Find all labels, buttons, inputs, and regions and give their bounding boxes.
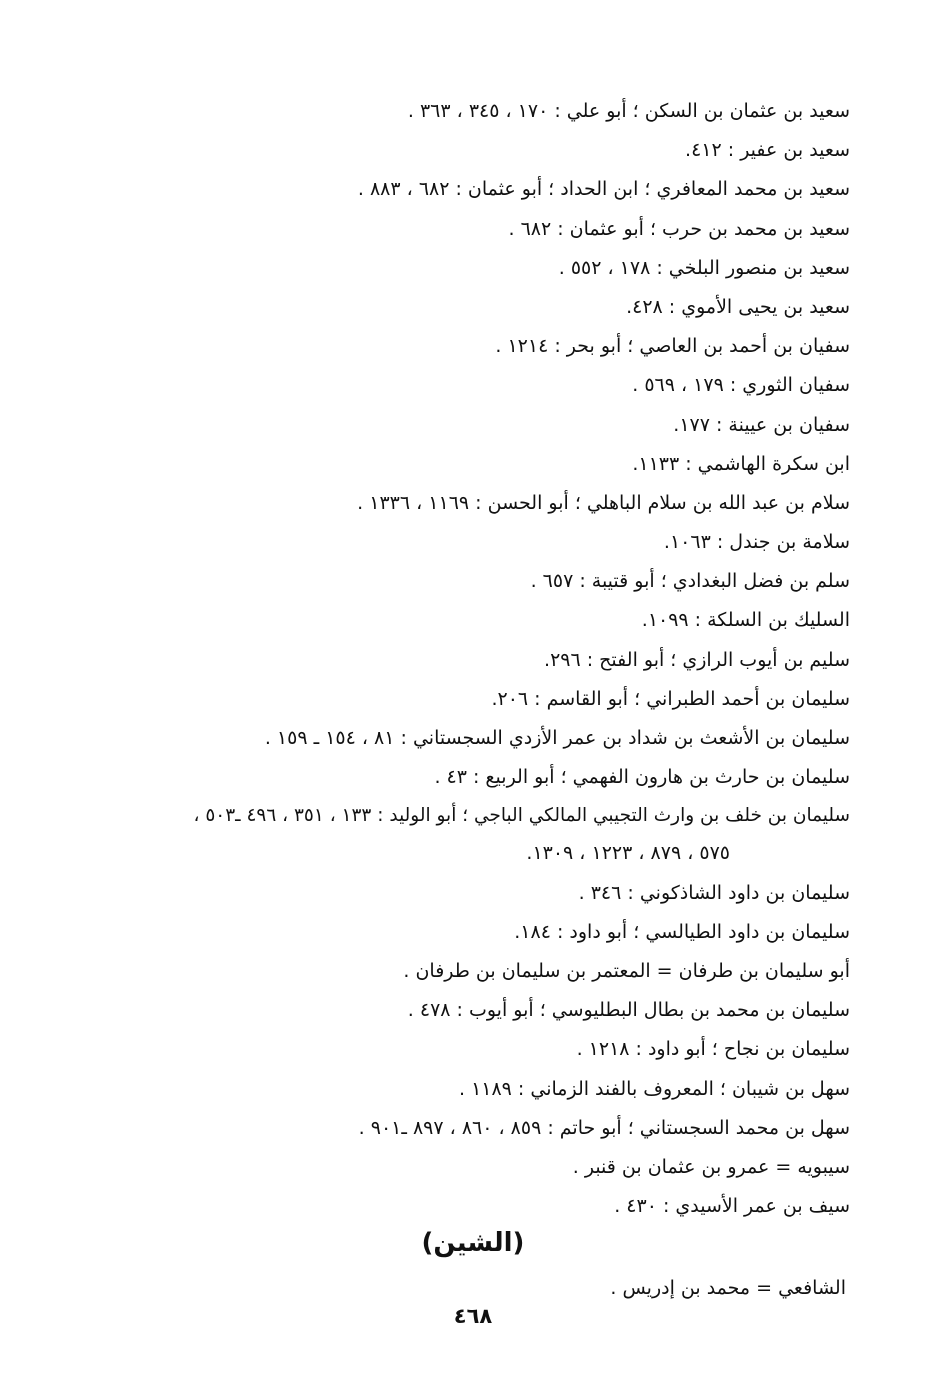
index-entry: سفيان بن عيينة : ١٧٧. xyxy=(673,413,850,436)
index-entry: سلم بن فضل البغدادي ؛ أبو قتيبة : ٦٥٧ . xyxy=(530,570,850,593)
index-entry: سهل بن محمد السجستاني ؛ أبو حاتم : ٨٥٩ ، ٨٦٠ ، ٨٩٧ ـ٩٠١ . xyxy=(358,1116,850,1139)
index-entry: سعيد بن عثمان بن السكن ؛ أبو علي : ١٧٠ ، ٣٤٥ ، ٣٦٣ . xyxy=(407,100,850,122)
index-entry: سيبويه = عمرو بن عثمان بن قنبر . xyxy=(572,1155,850,1178)
index-entry: سليمان بن أحمد الطبراني ؛ أبو القاسم : ٢٠٦. xyxy=(491,687,850,710)
index-entry: ابن سكرة الهاشمي : ١١٣٣. xyxy=(632,452,850,475)
index-entry: سعيد بن منصور البلخي : ١٧٨ ، ٥٥٢ . xyxy=(558,256,850,279)
index-entry: سليم بن أيوب الرازي ؛ أبو الفتح : ٢٩٦. xyxy=(544,648,850,671)
index-entry: سعيد بن محمد المعافري ؛ ابن الحداد ؛ أبو عثمان : ٦٨٢ ، ٨٨٣ . xyxy=(357,178,850,201)
index-entry: سليمان بن خلف بن وارث التجيبي المالكي الباجي ؛ أبو الوليد : ١٣٣ ، ٣٥١ ، ٤٩٦ ـ٥٠٣ ، xyxy=(193,805,850,827)
page-number: ٤٦٨ xyxy=(453,1304,493,1328)
index-entry: سليمان بن محمد بن بطال البطليوسي ؛ أبو أيوب : ٤٧٨ . xyxy=(407,999,850,1022)
index-entries xyxy=(60,92,850,1226)
index-entry: سليمان بن داود الطيالسي ؛ أبو داود : ١٨٤. xyxy=(514,920,850,943)
index-entry-continuation: ٥٧٥ ، ٨٧٩ ، ١٢٢٣ ، ١٣٠٩. xyxy=(526,842,730,865)
section-heading: (الشين) xyxy=(421,1228,525,1258)
index-entry: سليمان بن داود الشاذكوني : ٣٤٦ . xyxy=(578,881,850,904)
index-entry: الشافعي = محمد بن إدريس . xyxy=(610,1277,846,1299)
index-entry: سلامة بن جندل : ١٠٦٣. xyxy=(663,531,850,554)
index-entry: سفيان بن أحمد بن العاصي ؛ أبو بحر : ١٢١٤ . xyxy=(495,335,850,358)
index-entry: سهل بن شيبان ؛ المعروف بالفند الزماني : ١١٨٩ . xyxy=(458,1077,850,1100)
index-entry: سعيد بن يحيى الأموي : ٤٢٨. xyxy=(626,295,850,318)
index-entry: سيف بن عمر الأسيدي : ٤٣٠ . xyxy=(614,1195,850,1218)
index-entry: سليمان بن الأشعث بن شداد بن عمر الأزدي السجستاني : ٨١ ، ١٥٤ ـ ١٥٩ . xyxy=(264,727,850,749)
index-entry: سلام بن عبد الله بن سلام الباهلي ؛ أبو الحسن : ١١٦٩ ، ١٣٣٦ . xyxy=(357,491,850,514)
index-entry: سعيد بن عفير : ٤١٢. xyxy=(685,139,850,162)
index-entry: السليك بن السلكة : ١٠٩٩. xyxy=(641,609,850,632)
index-entry: سليمان بن حارث بن هارون الفهمي ؛ أبو الربيع : ٤٣ . xyxy=(434,766,850,789)
index-entry: سفيان الثوري : ١٧٩ ، ٥٦٩ . xyxy=(632,374,850,397)
index-entry: سليمان بن نجاح ؛ أبو داود : ١٢١٨ . xyxy=(576,1038,850,1061)
index-entry: سعيد بن محمد بن حرب ؛ أبو عثمان : ٦٨٢ . xyxy=(508,217,850,240)
index-entry: أبو سليمان بن طرفان = المعتمر بن سليمان بن طرفان . xyxy=(403,959,850,982)
